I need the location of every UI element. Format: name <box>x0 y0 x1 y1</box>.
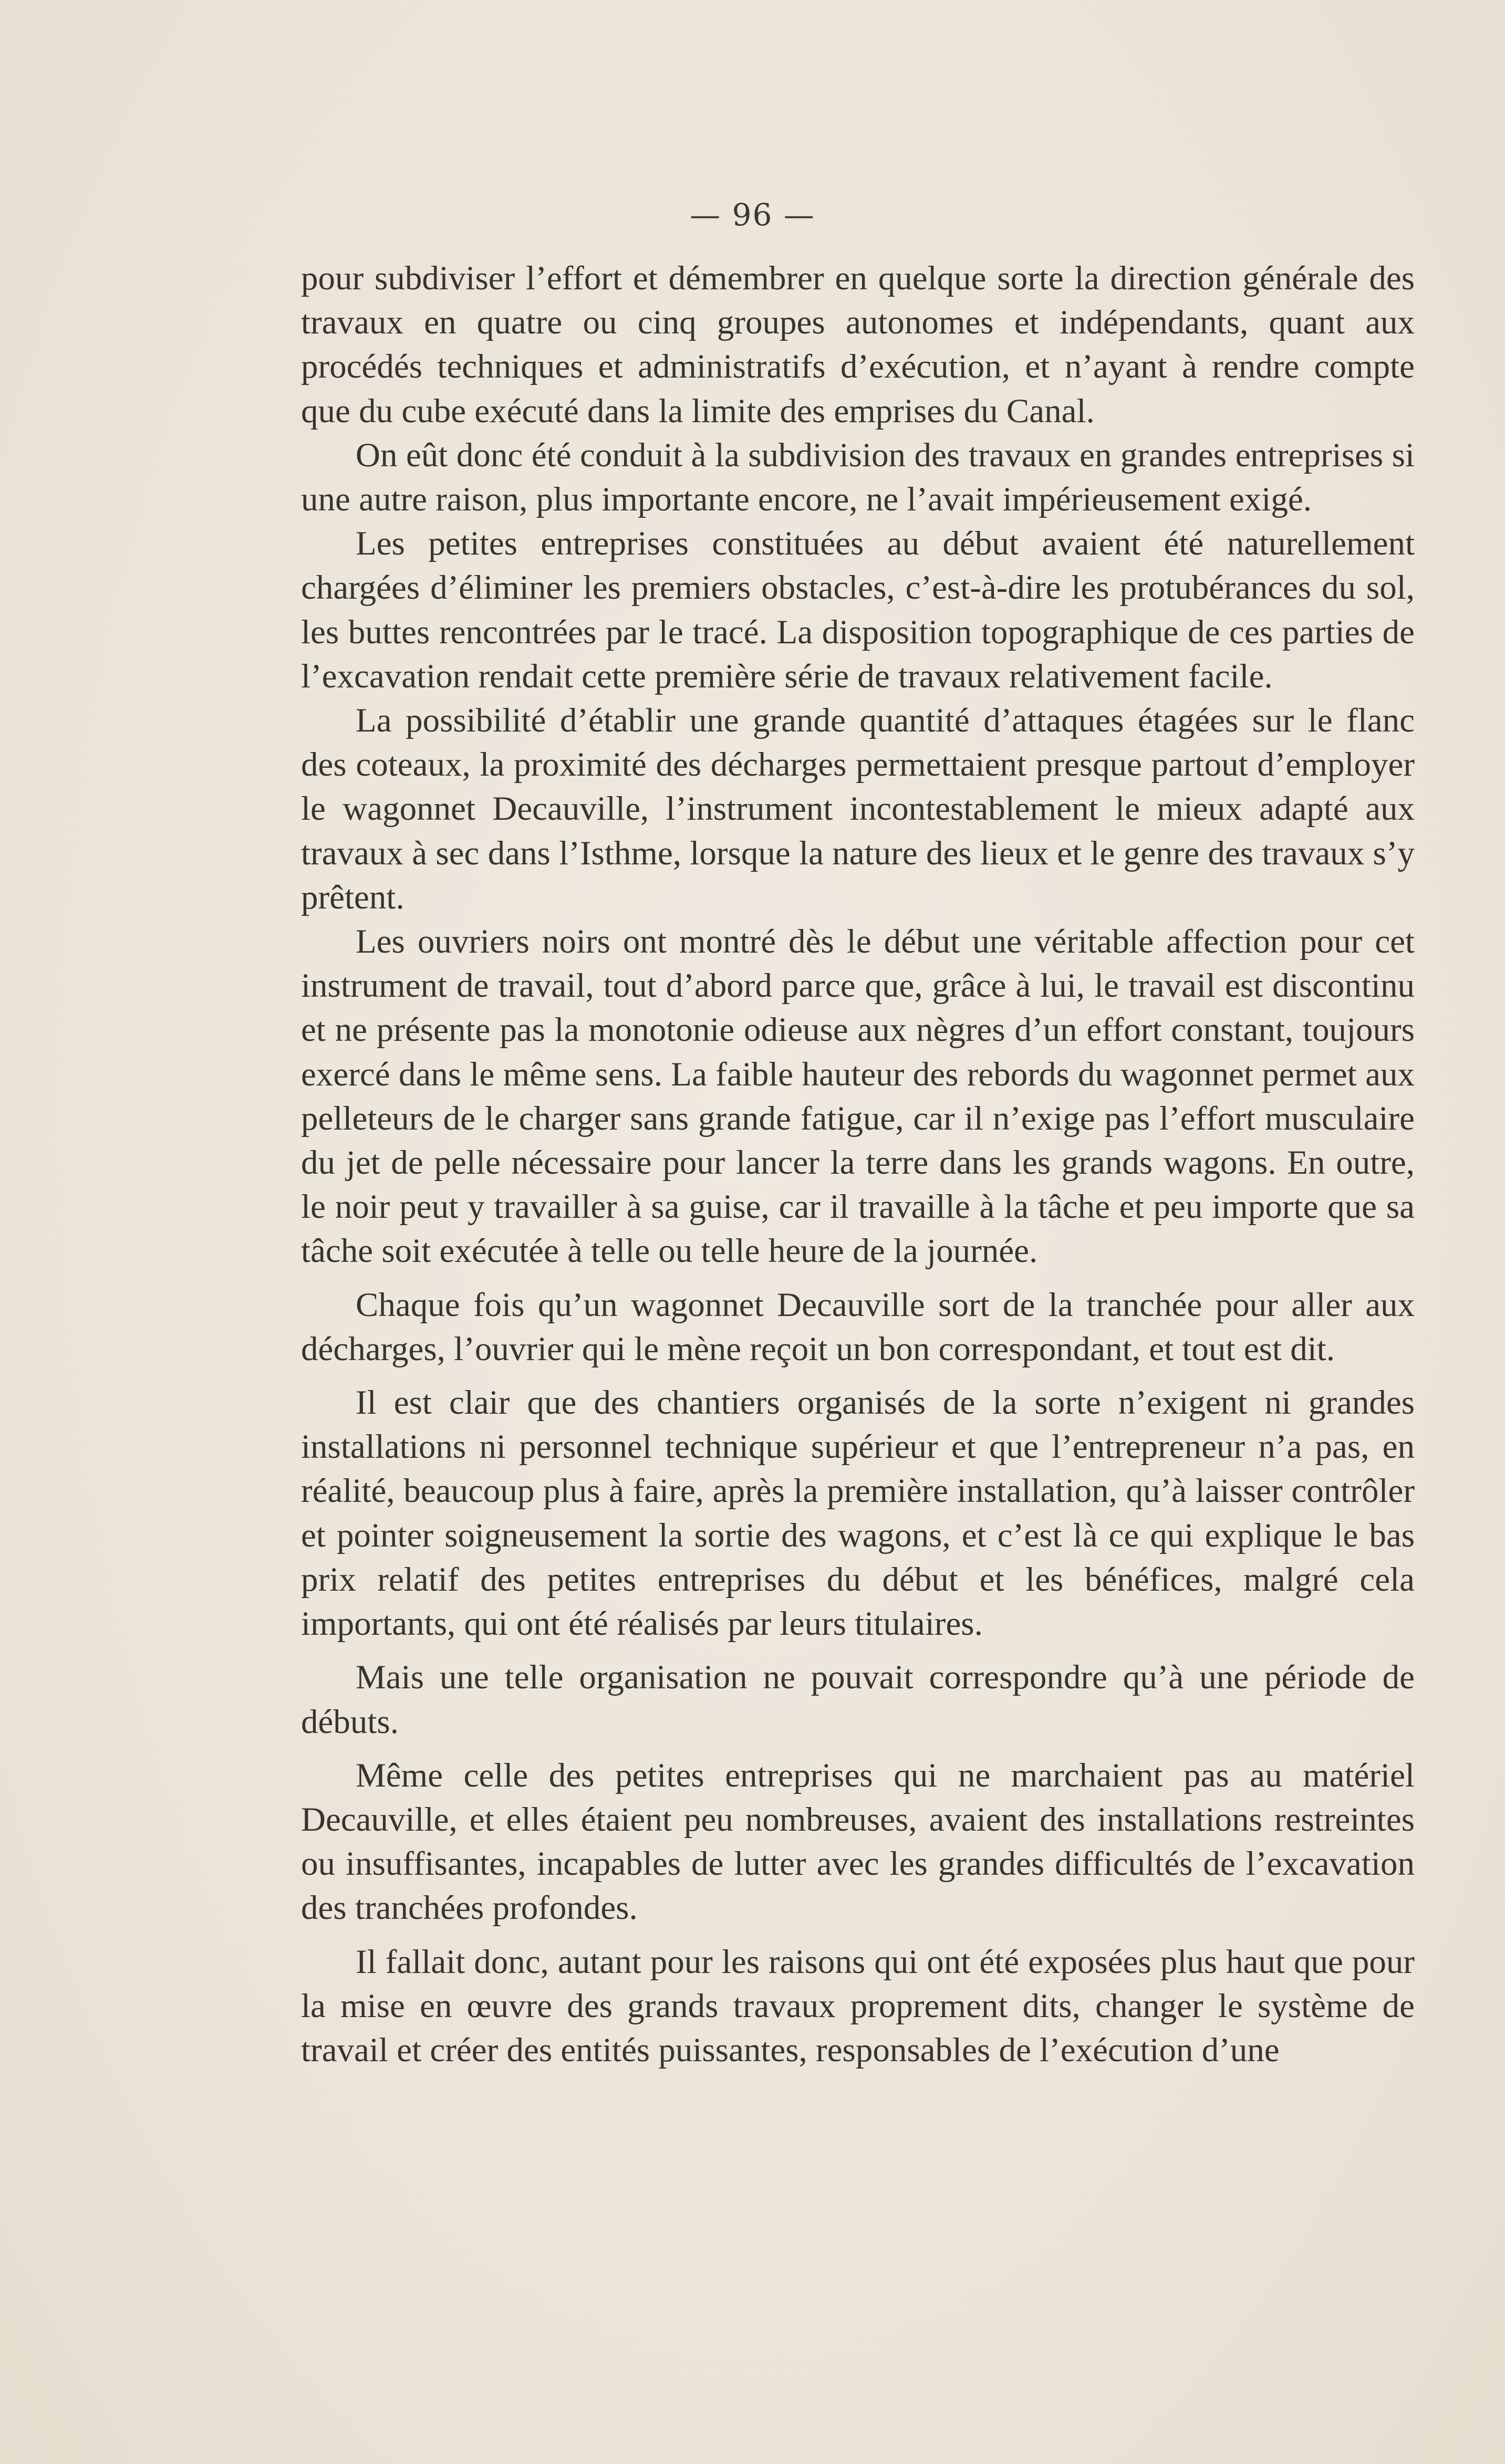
paragraph-9: Même celle des petites entreprises qui ne marchaient pas au matériel Decauville, et elles étaient peu nombreuses, avaient des installations restreintes ou insuffisantes, incapables de lutter avec les grandes difficultés de l’excavation des tranchées profondes. <box>301 1756 1415 1927</box>
paragraph-3: Les petites entreprises constituées au début avaient été naturellement chargées d’éliminer les premiers obstacles, c’est-à-dire les protubérances du sol, les buttes rencontrées par le tracé. La disposition topographique de ces parties de l’excavation rendait cette première série de travaux relativement facile. <box>301 525 1415 695</box>
paragraph-8: Mais une telle organisation ne pouvait correspondre qu’à une période de débuts. <box>301 1658 1415 1741</box>
paragraph-7: Il est clair que des chantiers organisés de la sorte n’exigent ni grandes installations ni personnel technique supérieur et que l’entrepreneur n’a pas, en réalité, beaucoup plus à faire, après la première installation, qu’à laisser contrôler et pointer soigneusement la sortie des wagons, et c’est là ce qui explique le bas prix relatif des petites entreprises du début et les bénéfices, malgré cela importants, qui ont été réalisés par leurs titulaires. <box>301 1384 1415 1643</box>
paragraph-4: La possibilité d’établir une grande quantité d’attaques étagées sur le flanc des coteaux, la proximité des décharges permettaient presque partout d’employer le wagonnet Decauville, l’instrument incontestablement le mieux adapté aux travaux à sec dans l’Isthme, lorsque la nature des lieux et le genre des travaux s’y prêtent. <box>301 702 1415 916</box>
paragraph-10: Il fallait donc, autant pour les raisons qui ont été exposées plus haut que pour la mise en œuvre des grands travaux proprement dits, changer le système de travail et créer des entités puissantes, responsables de l’exécution d’une <box>301 1943 1415 2069</box>
body-text <box>301 256 1415 2072</box>
page-number: — 96 — <box>690 197 815 233</box>
paragraph-5: Les ouvriers noirs ont montré dès le début une véritable affection pour cet instrument de travail, tout d’abord parce que, grâce à lui, le travail est discontinu et ne présente pas la monotonie odieuse aux nègres d’un effort constant, toujours exercé dans le même sens. La faible hauteur des rebords du wagonnet permet aux pelleteurs de le charger sans grande fatigue, car il n’exige pas l’effort musculaire du jet de pelle nécessaire pour lancer la terre dans les grands wagons. En outre, le noir peut y travailler à sa guise, car il travaille à la tâche et peu importe que sa tâche soit exécutée à telle ou telle heure de la journée. <box>301 923 1415 1270</box>
paragraph-2: On eût donc été conduit à la subdivision des travaux en grandes entreprises si une autre raison, plus importante encore, ne l’avait impérieusement exigé. <box>301 436 1415 519</box>
paragraph-6: Chaque fois qu’un wagonnet Decauville sort de la tranchée pour aller aux décharges, l’ouvrier qui le mène reçoit un bon correspondant, et tout est dit. <box>301 1286 1415 1368</box>
paragraph-1: pour subdiviser l’effort et démembrer en quelque sorte la direction générale des travaux en quatre ou cinq groupes autonomes et indépendants, quant aux procédés techniques et administratifs d’exécution, et n’ayant à rendre compte que du cube exécuté dans la limite des emprises du Canal. <box>301 259 1415 430</box>
